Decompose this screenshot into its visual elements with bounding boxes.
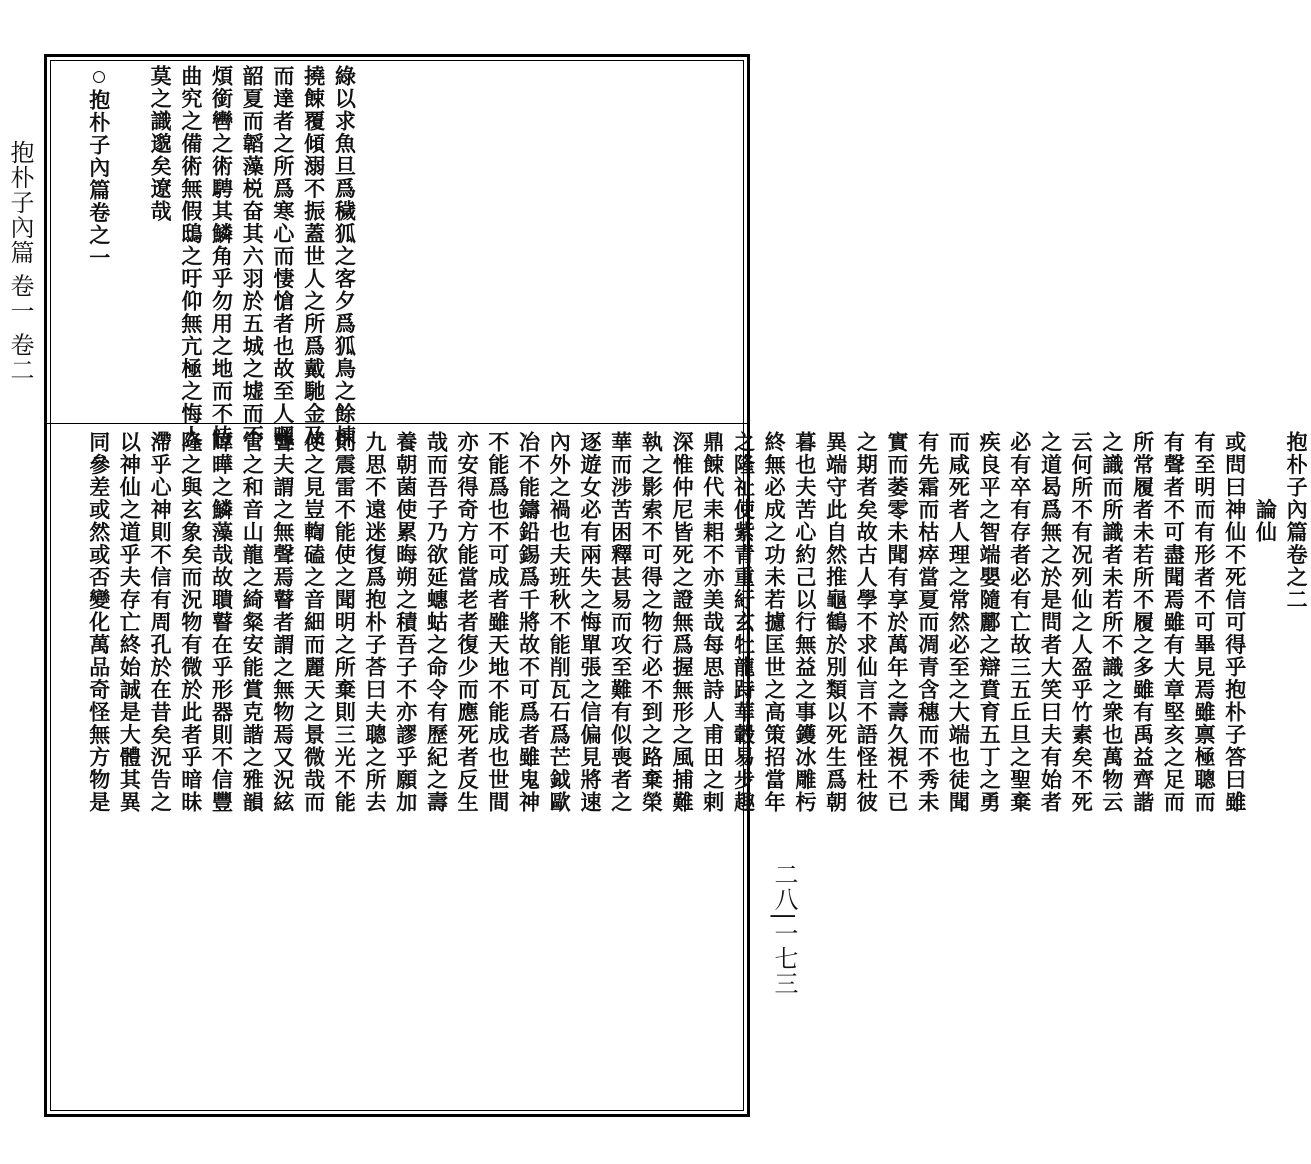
text-column: 終無必成之功未若攄匡世之高策招當年: [762, 431, 788, 814]
text-column: 而達者之所爲寒心而悽愴者也故至人嘿: [270, 65, 296, 448]
text-column: 煩銜轡之術騁其鱗角乎勿用之地而不恃: [209, 65, 235, 448]
text-column: 之期者矣故古人學不求仙言不語怪杜彼: [854, 431, 880, 814]
text-column: 實而萎零未聞有享於萬年之壽久視不已: [884, 431, 910, 814]
text-column: 莫之識邈矣遼哉: [148, 65, 174, 223]
text-column: 逐遊女必有兩失之悔單張之信偏見將速: [577, 431, 603, 814]
chapter-end-title: [83, 65, 114, 415]
text-column: 或問曰神仙不死信可得乎抱朴子答曰雖: [1222, 431, 1248, 814]
text-column: 哉而吾子乃欲延蟪蛄之命令有歷紀之壽: [424, 431, 450, 814]
text-column: 而咸死者人理之常然必至之大端也徒聞: [946, 431, 972, 814]
text-column: 之識而所識者未若所不識之衆也萬物云: [1099, 431, 1125, 814]
text-column: 華而涉苦困釋甚易而攻至難有似喪者之: [608, 431, 634, 814]
running-header-title: 抱朴子內篇 卷一 卷二: [6, 140, 34, 383]
text-column: 冶不能鑄鉛錫爲千將故不可爲者雖鬼神: [516, 431, 542, 814]
chapter-title: 抱朴子內篇卷之二: [1284, 431, 1310, 611]
page-number: 二八|一七三: [770, 862, 798, 997]
text-column: 亦安得奇方能當老者復少而應死者反生: [455, 431, 481, 814]
text-column: 所常履者未若所不履之多雖有禹益齊諧: [1130, 431, 1156, 814]
text-column: 有至明而有形者不可畢見焉雖禀極聰而: [1192, 431, 1218, 814]
text-column: 以神仙之道乎夫存亡終始誠是大體其異: [117, 431, 143, 814]
text-column: 之隆祉使紫青重紆玄牡龍跱華轂易步趣: [731, 431, 757, 814]
text-column: 不能爲也不可成者雖天地不能成也世間: [485, 431, 511, 814]
section-title: [1250, 431, 1281, 1105]
text-column: 執之影索不可得之物行必不到之路棄榮: [639, 431, 665, 814]
text-column: 暮也夫苦心約己以行無益之事鑊冰雕杇: [792, 431, 818, 814]
text-column: 使之見豈輷磕之音細而麗天之景微哉而: [301, 431, 327, 814]
text-column: 滯乎心神則不信有周孔於在昔矣況告之: [148, 431, 174, 814]
text-column: 九思不遠迷復爲抱朴子荅曰夫聰之所去: [363, 431, 389, 814]
bottom-columns: [83, 431, 1311, 1105]
text-column: 之道曷爲無之於是問者大笑曰夫有始者: [1038, 431, 1064, 814]
text-column: 疾良平之智端嬰隨酈之辯賁育五丁之勇: [977, 431, 1003, 814]
circle-mark-icon: [93, 71, 105, 83]
text-column: 撓餗覆傾溺不振蓋世人之所爲戴馳金及: [301, 65, 327, 448]
top-columns: [83, 65, 359, 448]
section-title-text: 論仙: [1253, 498, 1279, 544]
text-column: 異端守此自然推龜鶴於別類以死生爲朝: [823, 431, 849, 814]
section-divider: [47, 423, 747, 424]
text-column: 有先霜而枯瘁當夏而凋青含穗而不秀未: [915, 431, 941, 814]
text-column: 韶夏而韜藻棁奋其六羽於五城之墟而不: [240, 65, 266, 448]
text-column: 隆之與玄象矣而況物有微於此者乎暗昧: [178, 431, 204, 814]
text-column: 養朝菌使累晦朔之積吾子不亦謬乎願加: [393, 431, 419, 814]
text-column: 則震雷不能使之聞明之所棄則三光不能: [332, 431, 358, 814]
text-column: 深惟仲尼皆死之證無爲握無形之風捕難: [670, 431, 696, 814]
text-column: 曲究之備術無假鴟之吁仰無亢極之悔人: [178, 65, 204, 448]
chapter-end-text: 抱朴子內篇卷之一: [86, 89, 112, 269]
text-column: 同參差或然或否變化萬品奇怪無方物是: [86, 431, 112, 814]
text-column: 云何所不有况列仙之人盈乎竹素矣不死: [1069, 431, 1095, 814]
top-text-block: [83, 65, 703, 448]
text-column: 管之和音山龍之綺粲安能賞克諧之雅韻: [240, 431, 266, 814]
blank-column: [114, 65, 145, 415]
text-column: 內外之禍也夫班秋不能削瓦石爲芒鉞歐: [547, 431, 573, 814]
text-column: 鼎餗代耒耜不亦美哉每思詩人甫田之剌: [700, 431, 726, 814]
text-column: 必有卒有存者必有亡故三五丘旦之聖棄: [1007, 431, 1033, 814]
text-column: 有聲者不可盡聞焉雖有大章堅亥之足而: [1161, 431, 1187, 814]
text-column: 暐曄之鱗藻哉故聵瞽在乎形器則不信豐: [209, 431, 235, 814]
text-column: 綠以求魚旦爲穢狐之客夕爲狐鳥之餘棟: [332, 65, 358, 448]
text-column: 聾夫謂之無聲焉瞽者謂之無物焉又況絃: [270, 431, 296, 814]
